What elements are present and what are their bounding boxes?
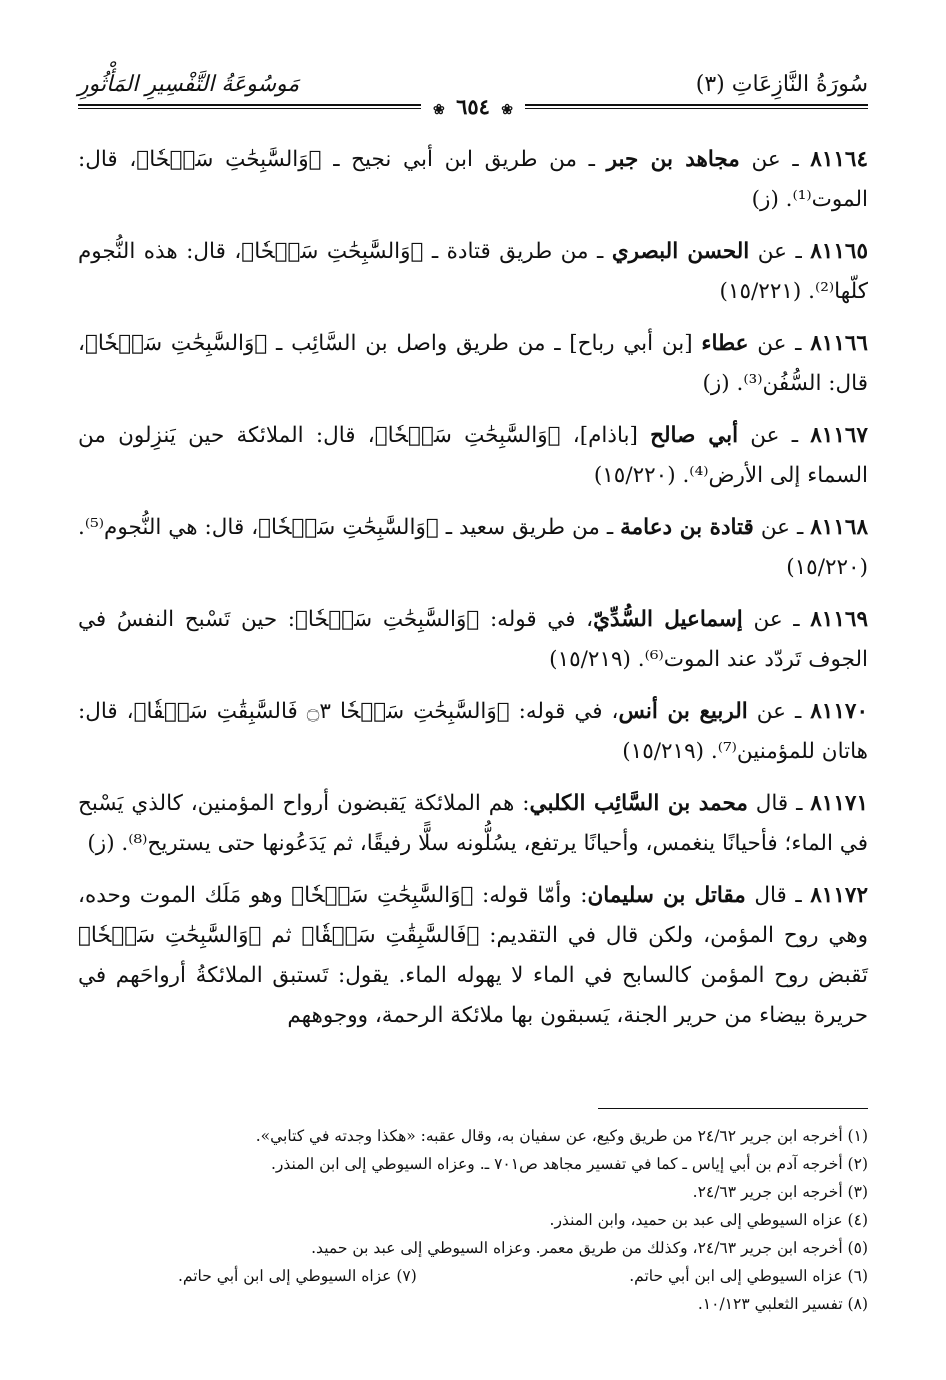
page-number-block — [421, 94, 525, 119]
entry-intro: ـ عن — [739, 147, 811, 172]
footnote: (٢) أخرجه آدم بن أبي إياس ـ كما في تفسير مجاهد ص٧٠١ ـ. وعزاه السيوطي إلى ابن المنذر. — [270, 1155, 868, 1173]
entry-number: ٨١١٦٦ — [810, 331, 868, 356]
ornament-icon: ❀ — [501, 102, 513, 118]
page-number-container — [0, 94, 946, 119]
footnote: (١) أخرجه ابن جرير ٢٤/٦٢ من طريق وكيع، عن سفيان به، وقال عقبه: «هكذا وجدته في كتابي». — [255, 1127, 868, 1145]
entry-number: ٨١١٧٢ — [810, 883, 868, 908]
narrator-name: الحسن البصري — [611, 239, 750, 264]
entry-number: ٨١١٧٠ — [810, 699, 868, 724]
entry-number: ٨١١٦٥ — [810, 239, 868, 264]
footnote: (٦) عزاه السيوطي إلى ابن أبي حاتم. — [629, 1267, 868, 1285]
surah-title: سُورَةُ النَّازِعَاتِ (٣) — [695, 72, 868, 97]
entry-number: ٨١١٦٩ — [810, 607, 868, 632]
entry-text: [باذام]، ﴿وَالسَّٰبِحَٰتِ سَبۡحٗا﴾، قال: الملائكة حين يَنزِلون من السماء إلى الأرض⁽⁴⁾. (١٥/٢٢٠) — [78, 423, 868, 488]
entry — [78, 416, 868, 496]
narrator-name: عطاء — [701, 331, 749, 356]
entry-text: ـ من طريق ابن أبي نجيح ـ ﴿وَالسَّٰبِحَٰتِ سَبۡحٗا﴾، قال: الموت⁽¹⁾. (ز) — [78, 147, 868, 212]
footnote-pair — [78, 1262, 868, 1290]
main-text — [78, 140, 868, 1048]
entry-text: : وأمّا قوله: ﴿وَالسَّٰبِحَٰتِ سَبۡحٗا﴾ وهو مَلَك الموت وحده، وهي روح المؤمن، ولكن قال في التقديم: ﴿فَالسَّٰبِقَٰتِ سَبۡقٗا﴾ ثم ﴿وَالسَّٰبِحَٰتِ سَبۡحٗا﴾ تَقبض روح المؤمن كالسابح في الماء لا يهوله الماء. يقول: تَستبق الملائكةُ أرواحَهم في حريرة بيضاء من حرير الجنة، يَسبقون بها ملائكة الرحمة، ووجوههم — [78, 883, 868, 1028]
entry — [78, 692, 868, 772]
entry — [78, 784, 868, 864]
entry-text: ، في قوله: ﴿وَالسَّٰبِحَٰتِ سَبۡحٗا ۝٣ فَالسَّٰبِقَٰتِ سَبۡقٗا﴾، قال: هاتان للمؤمنين⁽⁷⁾. (١٥/٢١٩) — [78, 699, 868, 764]
entry — [78, 508, 868, 588]
footnote: (٣) أخرجه ابن جرير ٢٤/٦٣. — [692, 1183, 868, 1201]
narrator-name: قتادة بن دعامة — [620, 515, 754, 540]
footnote: (٤) عزاه السيوطي إلى عبد بن حميد، وابن المنذر. — [549, 1211, 868, 1229]
narrator-name: مجاهد بن جبر — [606, 147, 740, 172]
entry — [78, 876, 868, 1036]
narrator-name: إسماعيل السُّدِّيّ — [593, 607, 743, 632]
entry-intro: ـ عن — [748, 331, 811, 356]
entry-intro: ـ عن — [742, 607, 811, 632]
footnote-separator — [598, 1108, 868, 1109]
entry-text: ـ من طريق سعيد ـ ﴿وَالسَّٰبِحَٰتِ سَبۡحٗا﴾، قال: هي النُّجوم⁽⁵⁾. (١٥/٢٢٠) — [78, 515, 868, 580]
entry — [78, 232, 868, 312]
entry-number: ٨١١٦٧ — [810, 423, 868, 448]
entry-text: : هم الملائكة يَقبضون أرواح المؤمنين، كالذي يَسْبح في الماء؛ فأحيانًا ينغمس، وأحيانًا يرتفع، يسُلُّونه سلًّا رفيقًا، ثم يَدَعُونها حتى يستريح⁽⁸⁾. (ز) — [78, 791, 868, 856]
entry-intro: ـ عن — [738, 423, 811, 448]
footnotes — [78, 1122, 868, 1318]
entry-intro: ـ عن — [749, 239, 811, 264]
entry-intro: ـ عن — [753, 515, 811, 540]
entry-number: ٨١١٦٤ — [810, 147, 869, 172]
page-number: ٦٥٤ — [456, 94, 490, 119]
narrator-name: أبي صالح — [650, 423, 739, 448]
entry — [78, 600, 868, 680]
entry — [78, 140, 868, 220]
entry-intro: ـ قال — [745, 883, 811, 908]
entry-intro: ـ عن — [747, 699, 811, 724]
ornament-icon: ❀ — [433, 102, 445, 118]
entry-text: ـ من طريق قتادة ـ ﴿وَالسَّٰبِحَٰتِ سَبۡحٗا﴾، قال: هذه النُّجوم كلّها⁽²⁾. (١٥/٢٢١) — [78, 239, 868, 304]
entry-intro: ـ قال — [747, 791, 811, 816]
entry-number: ٨١١٧١ — [810, 791, 868, 816]
entry-text: ، في قوله: ﴿وَالسَّٰبِحَٰتِ سَبۡحٗا﴾: حين تَسْبح النفسُ في الجوف تَردّد عند الموت⁽⁶⁾. (١٥/٢١٩) — [78, 607, 868, 672]
footnote: (٥) أخرجه ابن جرير ٢٤/٦٣، وكذلك من طريق معمر. وعزاه السيوطي إلى عبد بن حميد. — [311, 1239, 868, 1257]
narrator-name: مقاتل بن سليمان — [587, 883, 746, 908]
entry — [78, 324, 868, 404]
footnote: (٧) عزاه السيوطي إلى ابن أبي حاتم. — [178, 1267, 417, 1285]
book-title: مَوسُوعَةُ التَّفْسِيرِ المَأْثُورِ — [78, 72, 300, 97]
narrator-name: الربيع بن أنس — [618, 699, 748, 724]
entry-text: [بن أبي رباح] ـ من طريق واصل بن السَّائِب ـ ﴿وَالسَّٰبِحَٰتِ سَبۡحٗا﴾، قال: السُّفُن⁽³⁾. (ز) — [78, 331, 868, 396]
narrator-name: محمد بن السَّائِب الكلبي — [529, 791, 748, 816]
entry-number: ٨١١٦٨ — [810, 515, 868, 540]
footnote: (٨) تفسير الثعلبي ١٠/١٢٣. — [697, 1295, 868, 1313]
